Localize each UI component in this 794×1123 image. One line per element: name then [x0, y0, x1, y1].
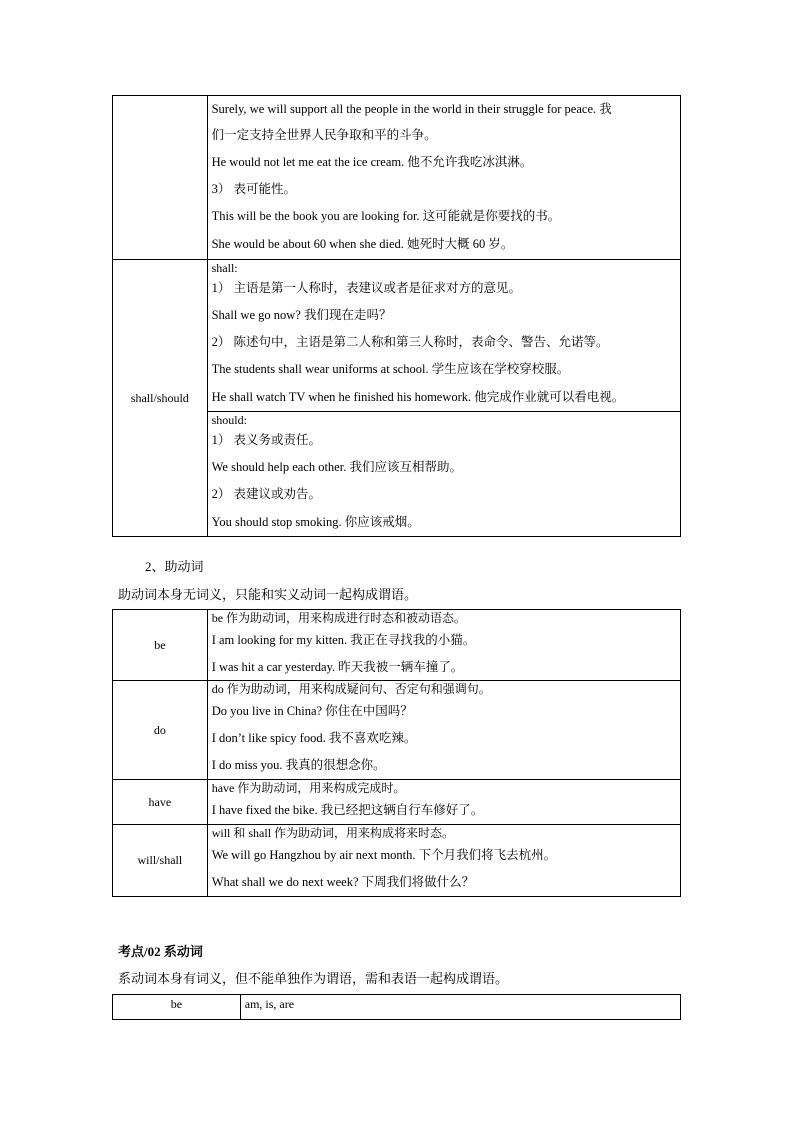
text-line: 3） 表可能性。	[211, 182, 296, 196]
linking-verbs-table	[112, 994, 681, 1020]
text-line: Surely, we will support all the people in the world in their struggle for peace. 我	[211, 102, 612, 116]
auxiliary-verbs-table	[112, 609, 681, 897]
text-line: I do miss you. 我真的很想念你。	[211, 758, 386, 772]
text-line: You should stop smoking. 你应该戒烟。	[211, 515, 420, 529]
row-content-shall	[207, 260, 680, 412]
text-line: She would be about 60 when she died. 她死时大概 60 岁。	[211, 237, 514, 251]
row-label: shall/should	[113, 260, 208, 537]
text-line: I am looking for my kitten. 我正在寻找我的小猫。	[211, 633, 476, 647]
text-line: I don’t like spicy food. 我不喜欢吃辣。	[211, 731, 417, 745]
text-line: I was hit a car yesterday. 昨天我被一辆车撞了。	[211, 660, 464, 674]
section-heading: 2、助动词	[145, 559, 204, 574]
row-content	[207, 96, 680, 260]
table-row	[113, 96, 681, 260]
row-content	[240, 995, 680, 1020]
row-content	[207, 610, 680, 681]
row-content	[207, 780, 680, 825]
text-line: shall:	[211, 261, 238, 275]
text-line: 1） 表义务或责任。	[211, 433, 321, 447]
text-line: I have fixed the bike. 我已经把这辆自行车修好了。	[211, 803, 484, 817]
text-line: should:	[211, 413, 247, 427]
row-label: will/shall	[113, 825, 208, 897]
text-line: 1） 主语是第一人称时，表建议或者是征求对方的意见。	[211, 281, 521, 295]
row-content-should	[207, 412, 680, 537]
text-line: He would not let me eat the ice cream. 他不允许我吃冰淇淋。	[211, 155, 533, 169]
section-intro: 系动词本身有词义，但不能单独作为谓语，需和表语一起构成谓语。	[118, 971, 509, 986]
table-row	[113, 260, 681, 412]
row-label: do	[113, 681, 208, 780]
text-line: We should help each other. 我们应该互相帮助。	[211, 460, 462, 474]
text-line: have 作为助动词，用来构成完成时。	[211, 781, 406, 795]
row-content	[207, 681, 680, 780]
row-label: be	[113, 610, 208, 681]
text-line: 们一定支持全世界人民争取和平的斗争。	[211, 128, 437, 142]
text-line: Do you live in China? 你住在中国吗？	[211, 704, 413, 718]
table-row	[113, 780, 681, 825]
section-heading: 考点/02 系动词	[118, 944, 203, 959]
text-line: am, is, are	[244, 997, 295, 1011]
table-row	[113, 995, 681, 1020]
table-row	[113, 825, 681, 897]
table-row	[113, 610, 681, 681]
text-line: 2） 陈述句中，主语是第二人称和第三人称时，表命令、警告、允诺等。	[211, 335, 609, 349]
section-intro: 助动词本身无词义，只能和实义动词一起构成谓语。	[118, 587, 418, 602]
text-line: will 和 shall 作为助动词，用来构成将来时态。	[211, 826, 455, 840]
text-line: The students shall wear uniforms at school. 学生应该在学校穿校服。	[211, 362, 570, 376]
text-line: He shall watch TV when he finished his homework. 他完成作业就可以看电视。	[211, 390, 625, 404]
text-line: Shall we go now? 我们现在走吗？	[211, 308, 392, 322]
row-content	[207, 825, 680, 897]
row-label	[113, 96, 208, 260]
text-line: What shall we do next week? 下周我们将做什么？	[211, 875, 475, 889]
text-line: be 作为助动词，用来构成进行时态和被动语态。	[211, 611, 467, 625]
text-line: This will be the book you are looking for. 这可能就是你要找的书。	[211, 209, 561, 223]
text-line: do 作为助动词，用来构成疑问句、否定句和强调句。	[211, 682, 491, 696]
text-line: 2） 表建议或劝告。	[211, 487, 321, 501]
table-row	[113, 681, 681, 780]
row-label: have	[113, 780, 208, 825]
modal-verbs-table	[112, 95, 681, 537]
row-label: be	[113, 995, 241, 1020]
text-line: We will go Hangzhou by air next month. 下个月我们将飞去杭州。	[211, 848, 557, 862]
